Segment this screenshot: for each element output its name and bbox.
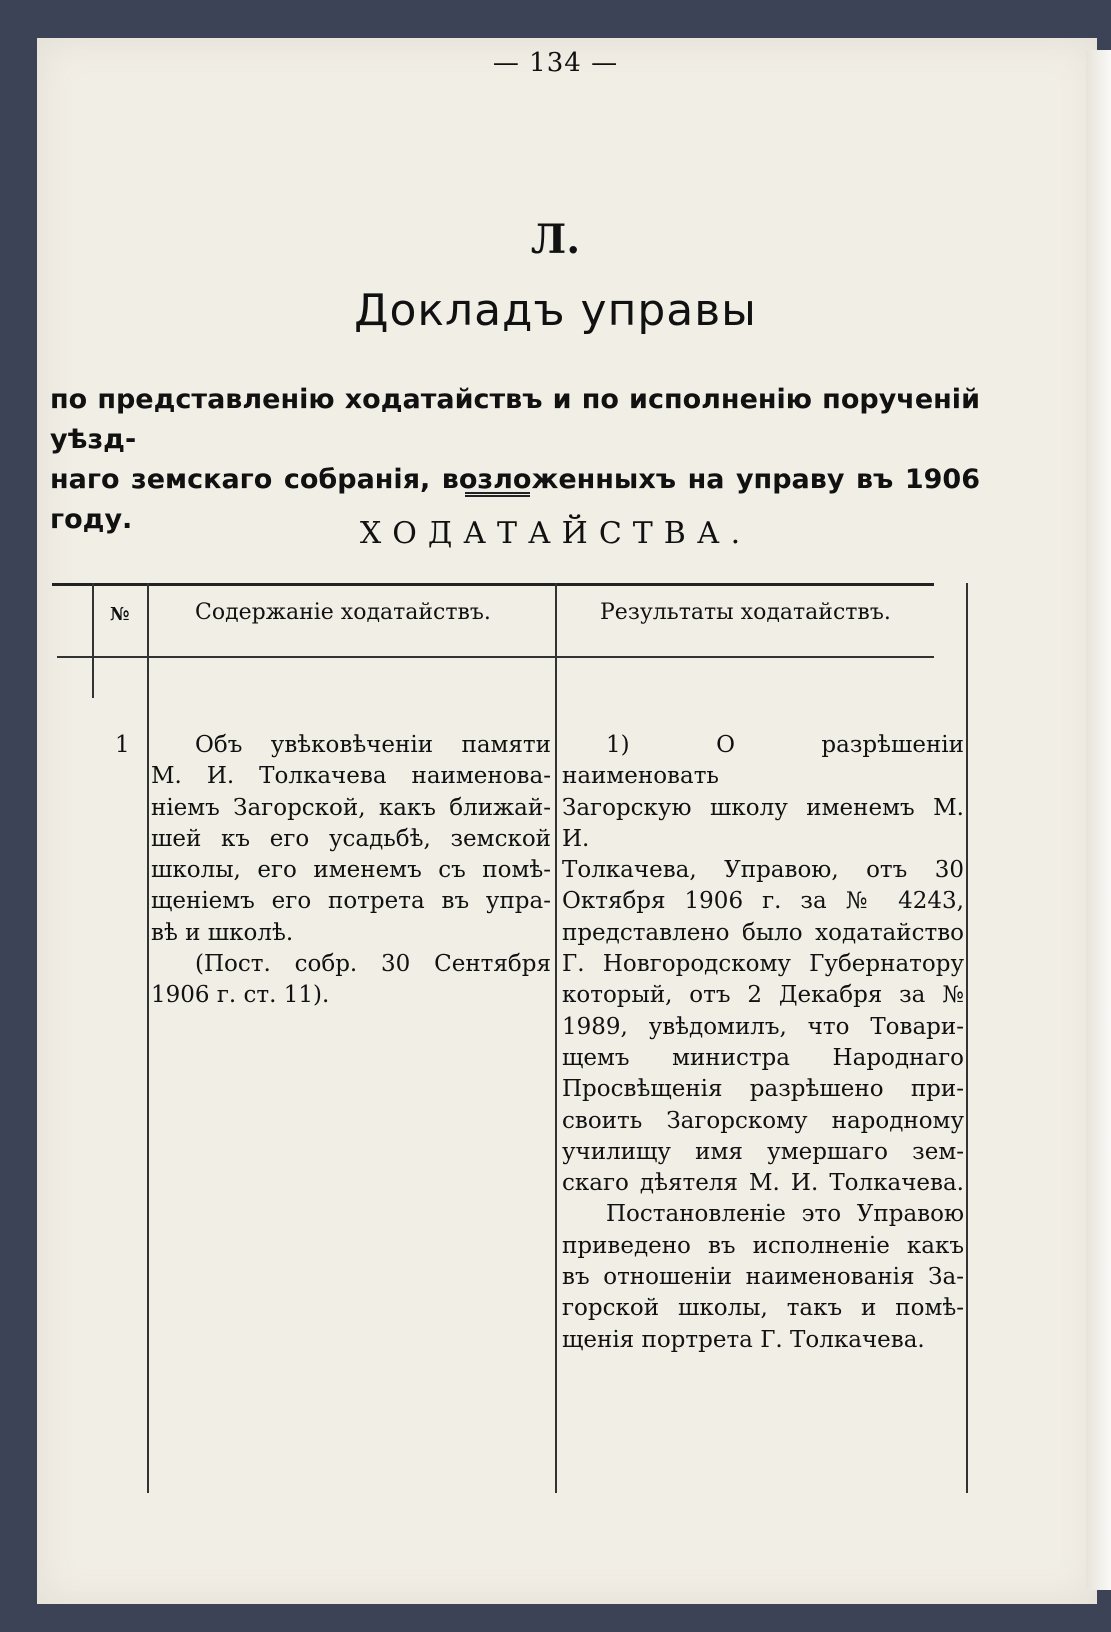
result-line: скаго дѣятеля М. И. Толкачева. xyxy=(562,1170,964,1197)
result-line: Г. Новгородскому Губернатору xyxy=(562,951,964,978)
page-edge xyxy=(1086,50,1111,1590)
header-content: Содержаніе ходатайствъ. xyxy=(195,600,491,625)
content-line: щеніемъ его потрета въ упра- xyxy=(151,888,551,915)
result-line: щемъ министра Народнаго xyxy=(562,1044,964,1071)
content-line: шей къ его усадьбѣ, земской xyxy=(151,825,551,852)
table-top-rule xyxy=(52,583,934,586)
result-line: своить Загорскому народному xyxy=(562,1107,964,1134)
result-line: горской школы, такъ и помѣ- xyxy=(562,1295,964,1322)
content-line: вѣ и школѣ. xyxy=(151,919,294,946)
result-line: Загорскую школу именемъ М. И. xyxy=(562,794,964,852)
content-line: Объ увѣковѣченіи памяти xyxy=(195,732,551,758)
content-line: ніемъ Загорской, какъ ближай- xyxy=(151,794,551,821)
subtitle-line: по представленію ходатайствъ и по исполненію порученій уѣзд- xyxy=(50,384,980,455)
result-line: щенія портрета Г. Толкачева. xyxy=(562,1326,925,1353)
header-results: Результаты ходатайствъ. xyxy=(600,600,891,625)
result-line: представлено было ходатайство xyxy=(562,919,964,946)
result-line: приведено въ исполненіе какъ xyxy=(562,1232,964,1259)
result-line: Октября 1906 г. за № 4243, xyxy=(562,888,964,915)
result-line: Постановленіе это Управою xyxy=(606,1201,964,1228)
section-letter: Л. xyxy=(530,216,581,263)
double-rule xyxy=(465,492,530,497)
content-line: (Пост. собр. 30 Сентября xyxy=(195,951,551,978)
table-header-rule xyxy=(57,656,934,658)
result-line: Просвѣщенія разрѣшено при- xyxy=(562,1076,964,1103)
result-line: въ отношеніи наименованія За- xyxy=(562,1264,964,1291)
section-heading: ХОДАТАЙСТВА. xyxy=(359,516,752,551)
result-line: который, отъ 2 Декабря за № xyxy=(562,982,964,1009)
row-number: 1 xyxy=(115,732,130,758)
table-left-border xyxy=(92,583,94,698)
table-column-divider xyxy=(147,583,149,1493)
content-line: 1906 г. ст. 11). xyxy=(151,982,330,1009)
page-number: — 134 — xyxy=(492,48,619,78)
header-number: № xyxy=(110,604,130,625)
result-line: училищу имя умершаго зем- xyxy=(562,1138,964,1165)
row-results xyxy=(562,730,964,1356)
row-content xyxy=(151,730,551,1012)
result-line: Толкачева, Управою, отъ 30 xyxy=(562,857,964,884)
content-line: школы, его именемъ съ помѣ- xyxy=(151,857,551,884)
result-line: 1989, увѣдомилъ, что Товари- xyxy=(562,1013,964,1040)
content-line: М. И. Толкачева наименова- xyxy=(151,763,551,790)
table-column-divider xyxy=(555,583,557,1493)
report-title: Докладъ управы xyxy=(354,285,757,336)
subtitle-line: наго земскаго собранія, возложенныхъ на управу въ 1906 году. xyxy=(50,464,980,535)
table-right-border xyxy=(966,583,968,1493)
result-line: 1) О разрѣшеніи наименовать xyxy=(562,732,964,790)
